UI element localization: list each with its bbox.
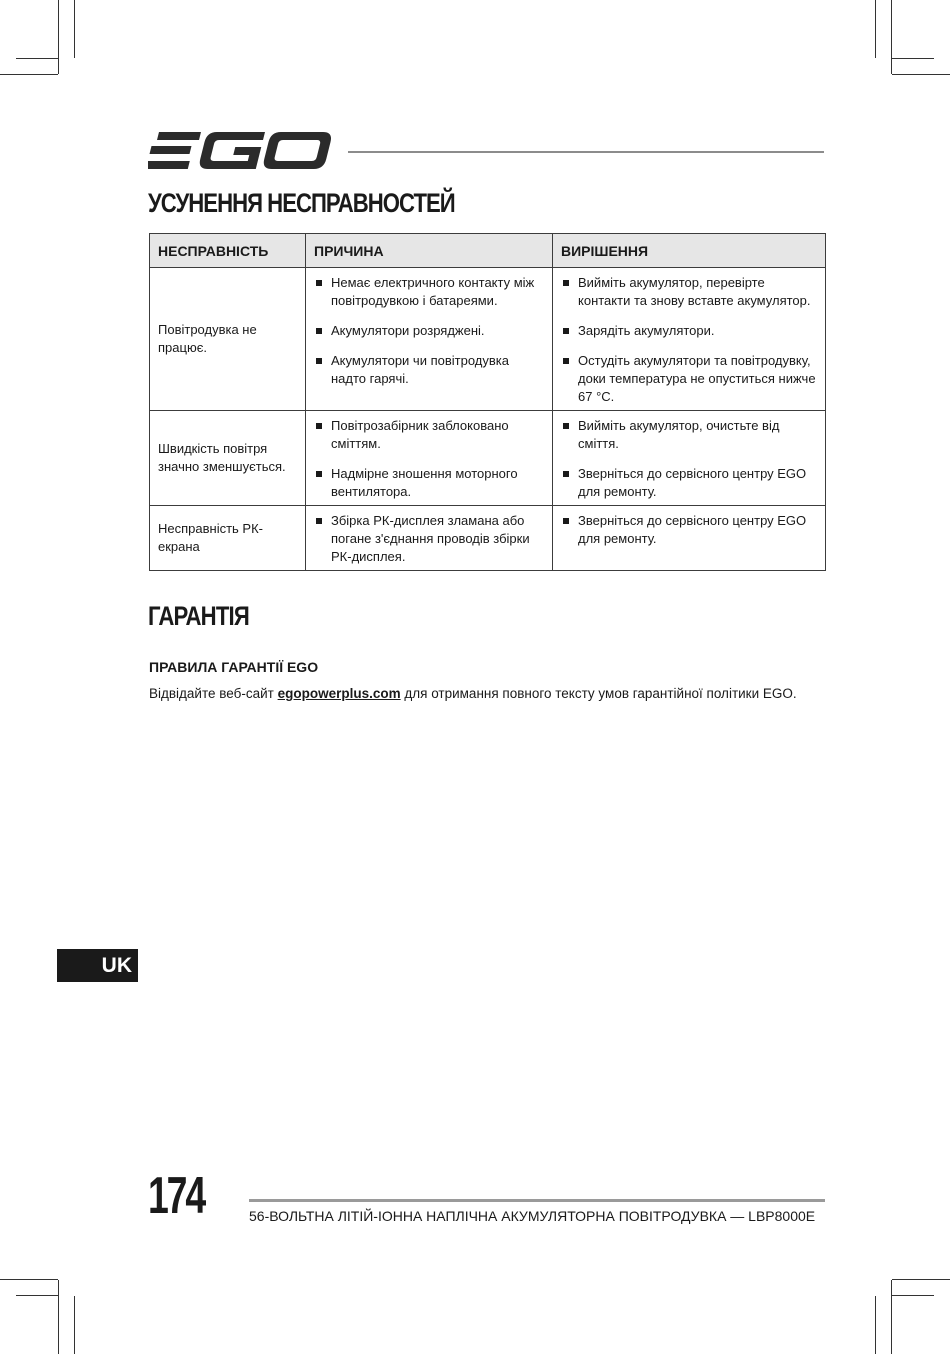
crop-mark xyxy=(58,0,59,74)
cause-cell xyxy=(306,506,553,571)
warranty-website-link[interactable]: egopowerplus.com xyxy=(277,686,401,701)
crop-mark xyxy=(58,1280,59,1354)
table-row xyxy=(150,506,826,571)
solution-item: Зверніться до сервісного центру EGO для ремонту. xyxy=(562,512,817,548)
ego-logo xyxy=(148,128,332,174)
footer-rule xyxy=(249,1199,825,1202)
cause-item: Збірка РК-дисплея зламана або погане з'єднання проводів збірки РК-дисплея. xyxy=(315,512,544,566)
crop-mark xyxy=(892,1279,950,1280)
problem-cell: Повітродувка не працює. xyxy=(150,268,306,411)
table-row xyxy=(150,268,826,411)
table-header-row xyxy=(150,234,826,268)
problem-cell: Несправність РК-екрана xyxy=(150,506,306,571)
header-rule xyxy=(348,151,824,153)
table-row xyxy=(150,411,826,506)
troubleshooting-title: УСУНЕННЯ НЕСПРАВНОСТЕЙ xyxy=(148,188,455,218)
warranty-text-before: Відвідайте веб-сайт xyxy=(149,686,278,701)
warranty-text-after: для отримання повного тексту умов гарантійної політики EGO. xyxy=(400,686,797,701)
crop-mark xyxy=(0,74,58,75)
column-header-solution: ВИРІШЕННЯ xyxy=(553,234,826,268)
crop-mark xyxy=(875,1296,876,1354)
warranty-paragraph xyxy=(149,686,797,701)
warranty-title: ГАРАНТІЯ xyxy=(148,601,249,631)
crop-mark xyxy=(16,58,58,59)
solution-item: Остудіть акумулятори та повітродувку, доки температура не опуститься нижче 67 °C. xyxy=(562,352,817,406)
solution-cell xyxy=(553,506,826,571)
troubleshooting-table xyxy=(149,233,826,571)
cause-item: Акумулятори розряджені. xyxy=(315,322,544,340)
cause-item: Повітрозабірник заблоковано сміттям. xyxy=(315,417,544,453)
crop-mark xyxy=(891,0,892,74)
column-header-cause: ПРИЧИНА xyxy=(306,234,553,268)
crop-mark xyxy=(892,1295,934,1296)
crop-mark xyxy=(74,0,75,58)
crop-mark xyxy=(891,1280,892,1354)
language-tab: UK xyxy=(57,949,138,982)
footer-product-title: 56-ВОЛЬТНА ЛІТІЙ-ІОННА НАПЛІЧНА АКУМУЛЯТОРНА ПОВІТРОДУВКА — LBP8000E xyxy=(249,1208,816,1224)
cause-cell xyxy=(306,268,553,411)
problem-cell: Швидкість повітря значно зменшується. xyxy=(150,411,306,506)
crop-mark xyxy=(875,0,876,58)
solution-item: Вийміть акумулятор, очистьте від сміття. xyxy=(562,417,817,453)
solution-item: Зверніться до сервісного центру EGO для ремонту. xyxy=(562,465,817,501)
crop-mark xyxy=(892,74,950,75)
page-number: 174 xyxy=(148,1167,204,1225)
solution-cell xyxy=(553,268,826,411)
crop-mark xyxy=(0,1279,58,1280)
cause-item: Надмірне зношення моторного вентилятора. xyxy=(315,465,544,501)
solution-item: Вийміть акумулятор, перевірте контакти та знову вставте акумулятор. xyxy=(562,274,817,310)
cause-item: Немає електричного контакту між повітродувкою і батареями. xyxy=(315,274,544,310)
crop-mark xyxy=(74,1296,75,1354)
cause-cell xyxy=(306,411,553,506)
solution-cell xyxy=(553,411,826,506)
solution-item: Зарядіть акумулятори. xyxy=(562,322,817,340)
crop-mark xyxy=(892,58,934,59)
cause-item: Акумулятори чи повітродувка надто гарячі. xyxy=(315,352,544,388)
warranty-subtitle: ПРАВИЛА ГАРАНТІЇ EGO xyxy=(149,659,319,675)
column-header-problem: НЕСПРАВНІСТЬ xyxy=(150,234,306,268)
crop-mark xyxy=(16,1295,58,1296)
